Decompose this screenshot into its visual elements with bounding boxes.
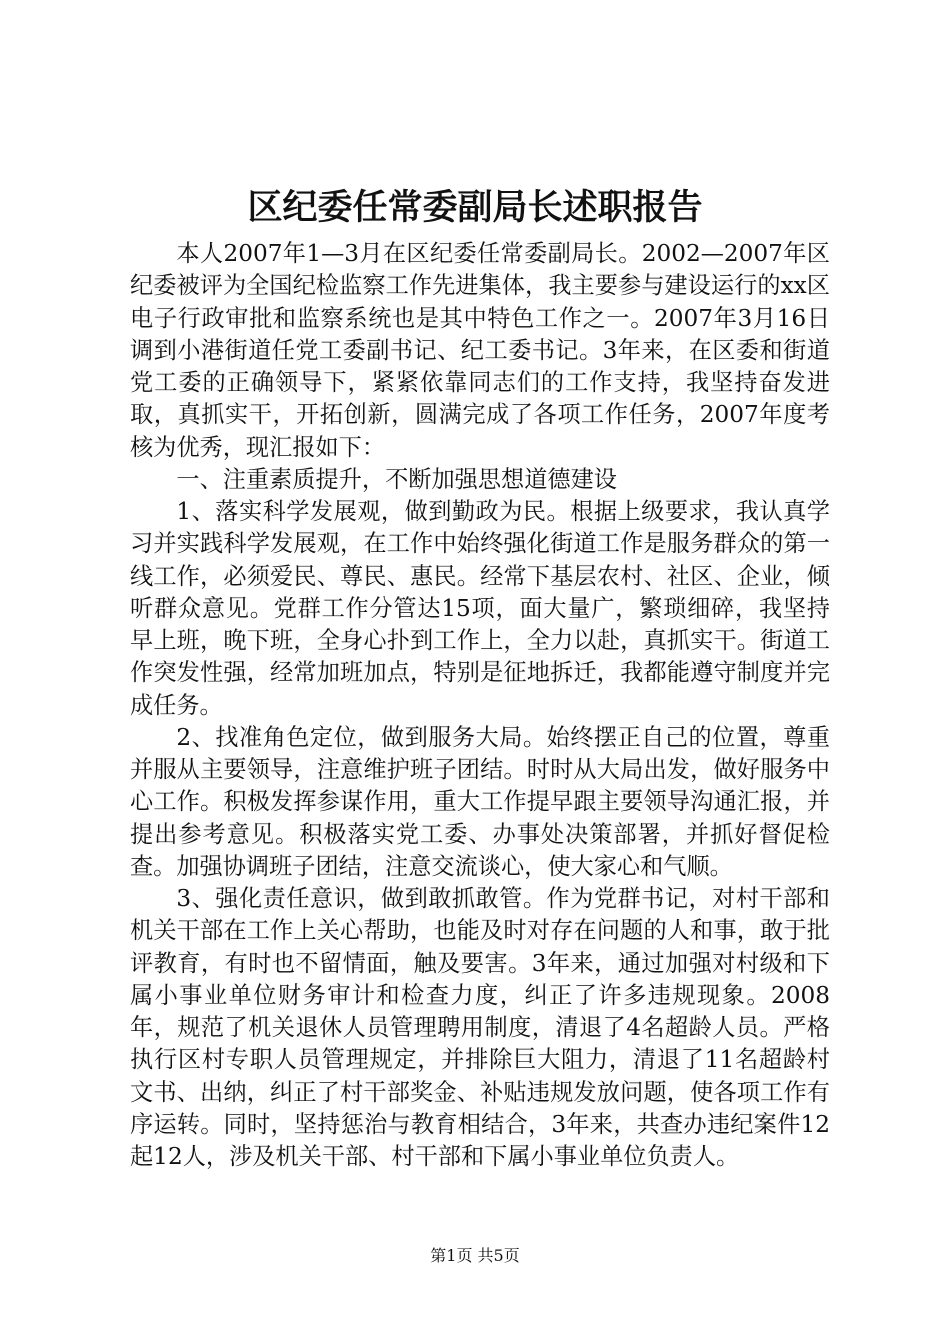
paragraph-item-3: 3、强化责任意识，做到敢抓敢管。作为党群书记，对村干部和机关干部在工作上关心帮助，也能及时对存在问题的人和事，敢于批评教育，有时也不留情面，触及要害。3年来，通过加强对村级和下属小事业单位财务审计和检查力度，纠正了许多违规现象。2008年，规范了机关退休人员管理聘用制度，清退了4名超龄人员。严格执行区村专职人员管理规定，并排除巨大阻力，清退了11名超龄村文书、出纳，纠正了村干部奖金、补贴违规发放问题，使各项工作有序运转。同时，坚持惩治与教育相结合，3年来，共查办违纪案件12起12人，涉及机关干部、村干部和下属小事业单位负责人。 [130, 885, 830, 1170]
page-number-footer: 第1页 共5页 [430, 1246, 520, 1265]
document-title: 区纪委任常委副局长述职报告 [247, 187, 703, 228]
paragraph-item-1: 1、落实科学发展观，做到勤政为民。根据上级要求，我认真学习并实践科学发展观，在工作中始终强化街道工作是服务群众的第一线工作，必须爱民、尊民、惠民。经常下基层农村、社区、企业，倾听群众意见。党群工作分管达15项，面大量广，繁琐细碎，我坚持早上班，晚下班，全身心扑到工作上，全力以赴，真抓实干。街道工作突发性强，经常加班加点，特别是征地拆迁，我都能遵守制度并完成任务。 [130, 498, 830, 719]
paragraph-intro: 本人2007年1—3月在区纪委任常委副局长。2002—2007年区纪委被评为全国纪检监察工作先进集体，我主要参与建设运行的xx区电子行政审批和监察系统也是其中特色工作之一。2007年3月16日调到小港街道任党工委副书记、纪工委书记。3年来，在区委和街道党工委的正确领导下，紧紧依靠同志们的工作支持，我坚持奋发进取，真抓实干，开拓创新，圆满完成了各项工作任务，2007年度考核为优秀，现汇报如下： [130, 240, 830, 461]
document-body [130, 238, 830, 1173]
section-heading: 一、注重素质提升，不断加强思想道德建设 [176, 465, 617, 493]
paragraph-item-2: 2、找准角色定位，做到服务大局。始终摆正自己的位置，尊重并服从主要领导，注意维护班子团结。时时从大局出发，做好服务中心工作。积极发挥参谋作用，重大工作提早跟主要领导沟通汇报，并提出参考意见。积极落实党工委、办事处决策部署，并抓好督促检查。加强协调班子团结，注意交流谈心，使大家心和气顺。 [130, 723, 830, 880]
